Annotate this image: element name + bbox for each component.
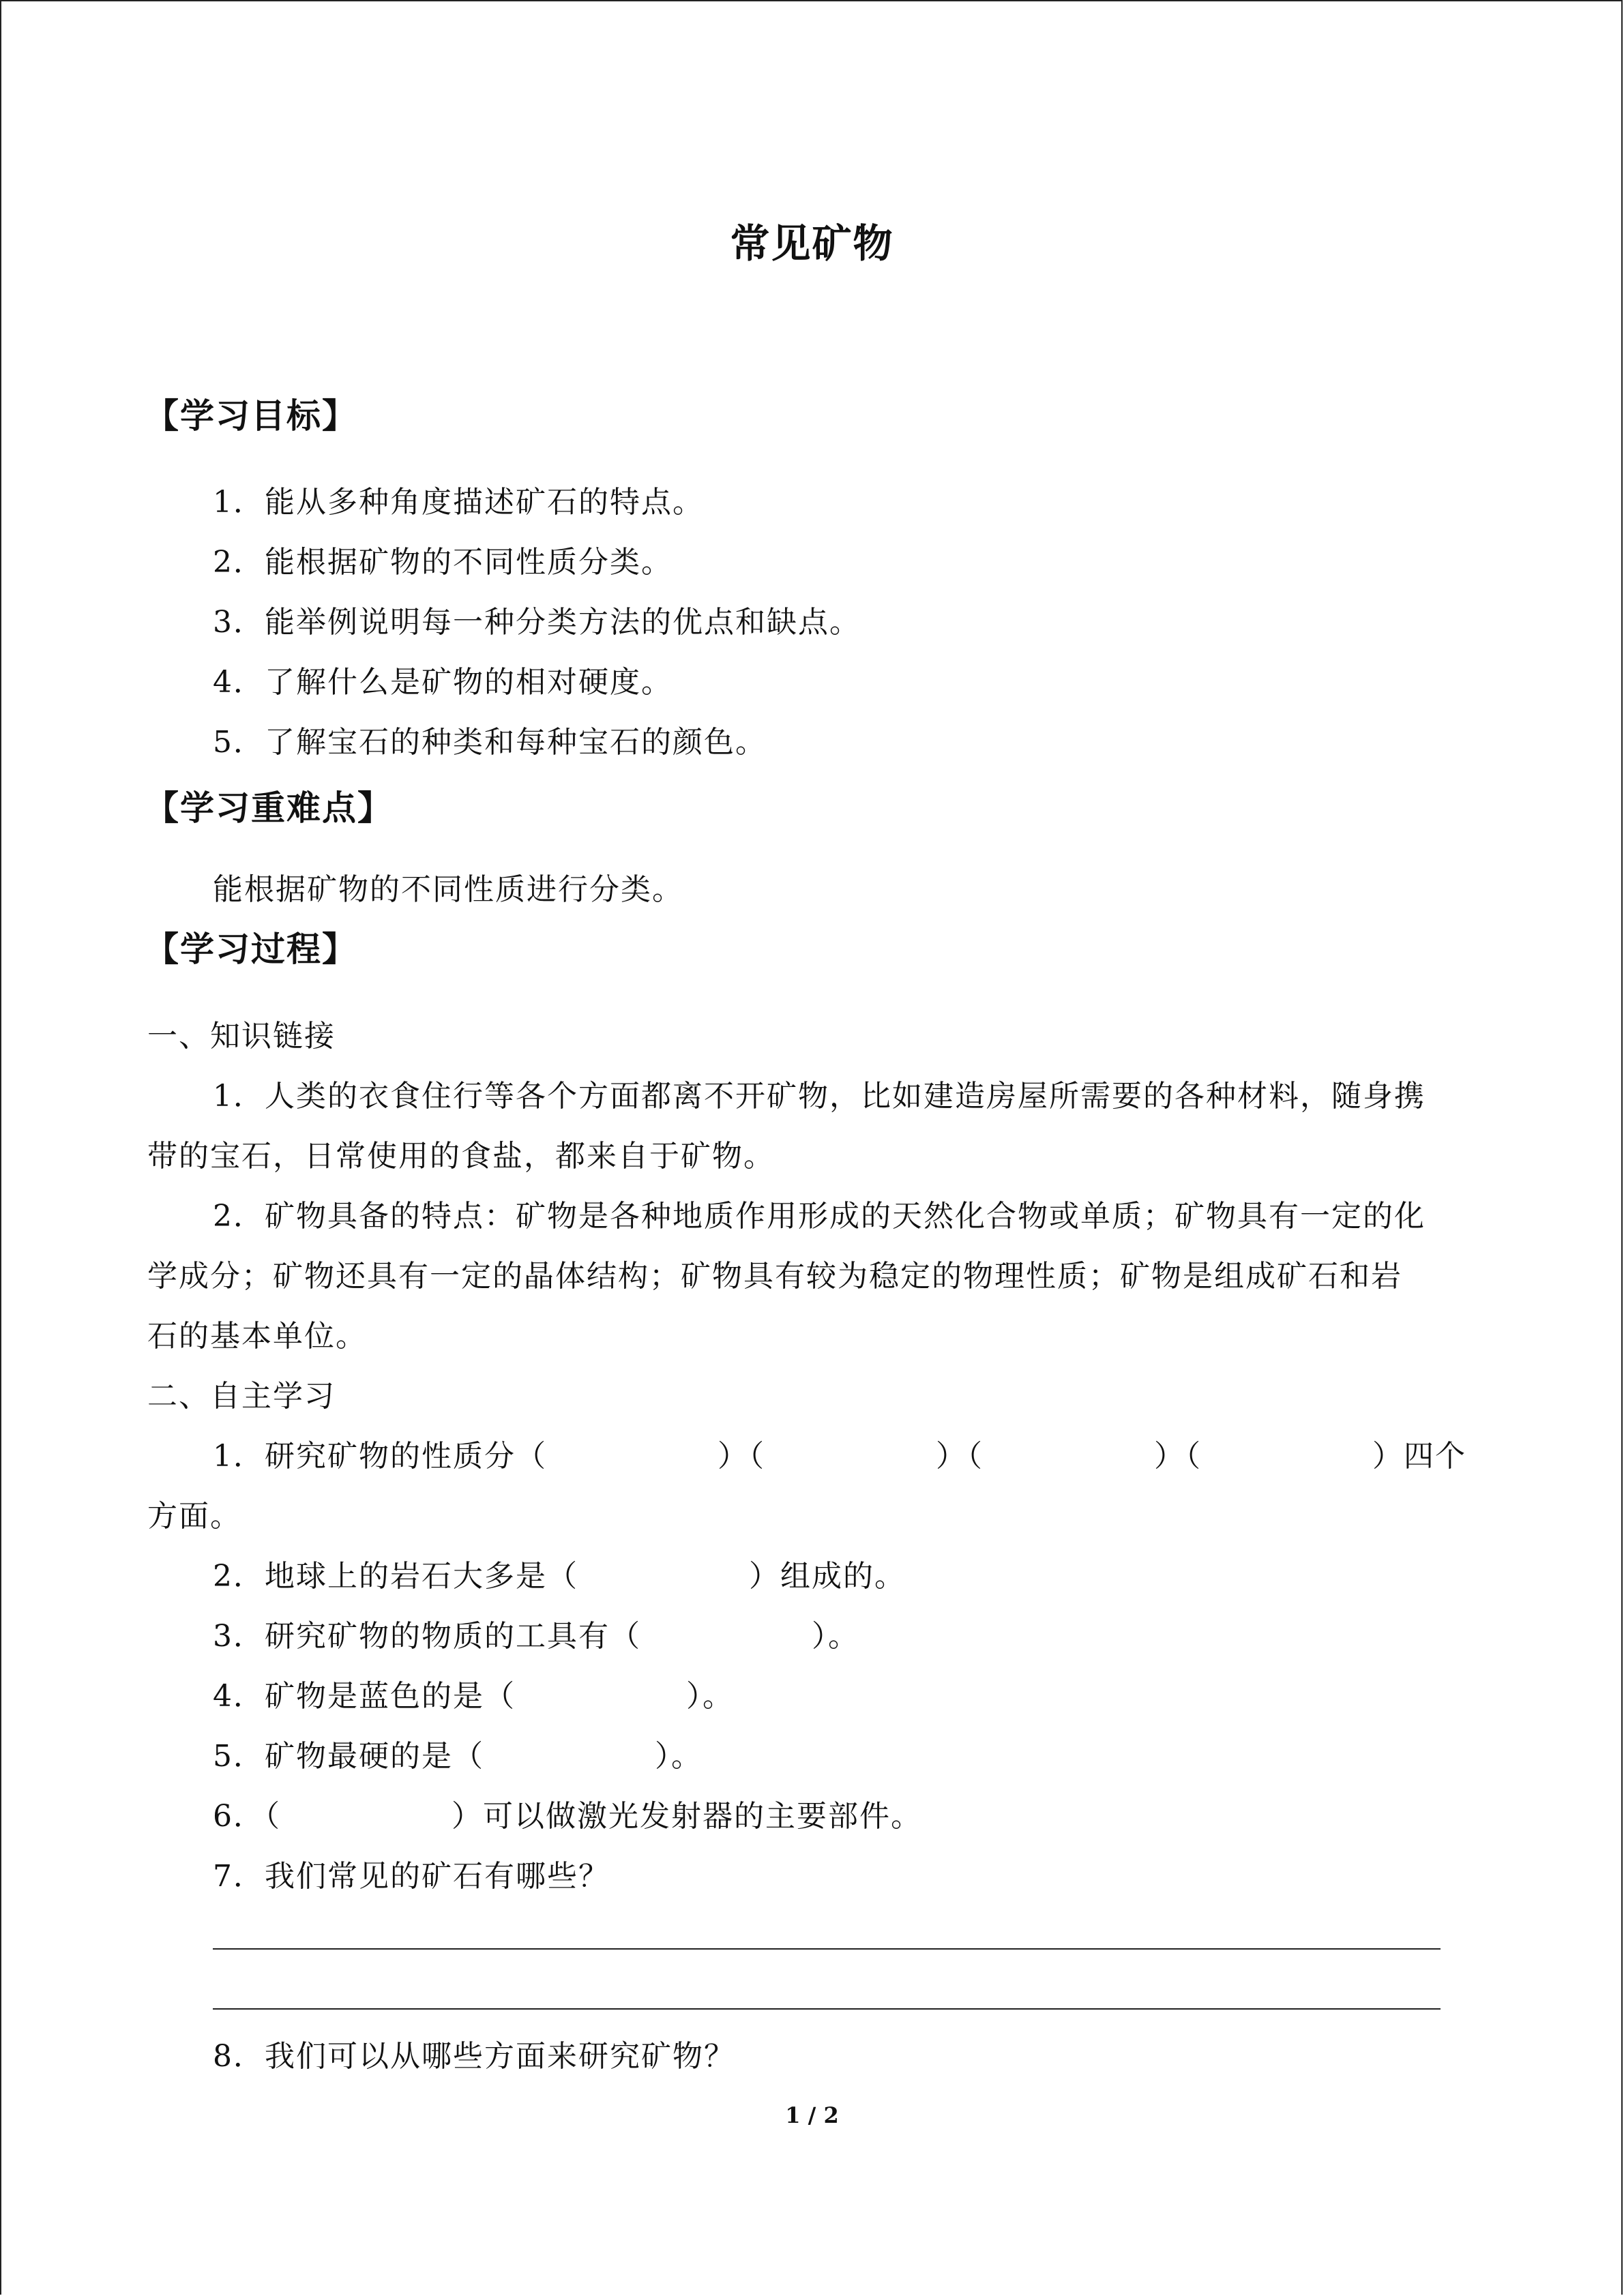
question-text: ）（ [936,1439,984,1474]
objective-item: 5．了解宝石的种类和每种宝石的颜色。 [213,725,767,760]
objective-item: 3．能举例说明每一种分类方法的优点和缺点。 [213,605,861,640]
question-text: ）。 [686,1679,734,1714]
question-text: ）。 [655,1739,703,1774]
question-text: ）可以做激光发射器的主要部件。 [452,1799,922,1834]
part1-heading: 一、知识链接 [147,1019,336,1054]
process-heading: 【学习过程】 [145,929,357,969]
answer-blank[interactable] [1202,1444,1372,1474]
answer-blank[interactable] [516,1684,686,1714]
answer-line[interactable] [213,2008,1441,2010]
question-text: 4．矿物是蓝色的是（ [213,1679,516,1714]
paragraph-line: 2．矿物具备的特点：矿物是各种地质作用形成的天然化合物或单质；矿物具有一定的化 [213,1199,1426,1234]
answer-blank[interactable] [984,1444,1154,1474]
question-text: ）组成的。 [749,1559,906,1594]
question-2 [213,1551,906,1595]
paragraph-line: 学成分；矿物还具有一定的晶体结构；矿物具有较为稳定的物理性质；矿物是组成矿石和岩 [147,1259,1402,1294]
question-text: ）四个 [1372,1439,1466,1474]
paragraph-line: 1．人类的衣食住行等各个方面都离不开矿物，比如建造房屋所需要的各种材料，随身携 [213,1079,1426,1114]
question-text: 3．研究矿物的物质的工具有（ [213,1619,641,1654]
question-text: 6．（ [213,1799,281,1834]
question-1-continued: 方面。 [147,1499,241,1534]
answer-blank[interactable] [484,1744,655,1774]
answer-blank[interactable] [641,1624,812,1654]
question-3 [213,1611,859,1655]
question-text: ）。 [812,1619,859,1654]
objective-item: 1．能从多种角度描述矿石的特点。 [213,485,704,520]
answer-line[interactable] [213,1948,1441,1950]
question-text: ）（ [718,1439,765,1474]
objective-item: 4．了解什么是矿物的相对硬度。 [213,665,673,700]
paragraph-line: 带的宝石，日常使用的食盐，都来自于矿物。 [147,1139,775,1174]
question-1 [213,1431,1466,1475]
page-number: 1 / 2 [785,2102,839,2128]
key-points-text: 能根据矿物的不同性质进行分类。 [213,872,683,907]
page-title: 常见矿物 [730,220,894,267]
question-7: 7．我们常见的矿石有哪些？ [213,1859,610,1894]
part2-heading: 二、自主学习 [147,1379,336,1414]
question-text: ）（ [1154,1439,1202,1474]
answer-blank[interactable] [281,1804,452,1834]
question-8: 8．我们可以从哪些方面来研究矿物？ [213,2039,735,2074]
objective-item: 2．能根据矿物的不同性质分类。 [213,545,673,580]
question-text: 2．地球上的岩石大多是（ [213,1559,578,1594]
question-4 [213,1671,734,1715]
question-5 [213,1731,703,1775]
answer-blank[interactable] [578,1564,749,1594]
objectives-heading: 【学习目标】 [145,396,357,436]
answer-blank[interactable] [765,1444,936,1474]
answer-blank[interactable] [547,1444,718,1474]
question-text: 1．研究矿物的性质分（ [213,1439,547,1474]
question-text: 5．矿物最硬的是（ [213,1739,484,1774]
paragraph-line: 石的基本单位。 [147,1319,367,1354]
question-6 [213,1791,922,1835]
key-points-heading: 【学习重难点】 [145,788,393,828]
